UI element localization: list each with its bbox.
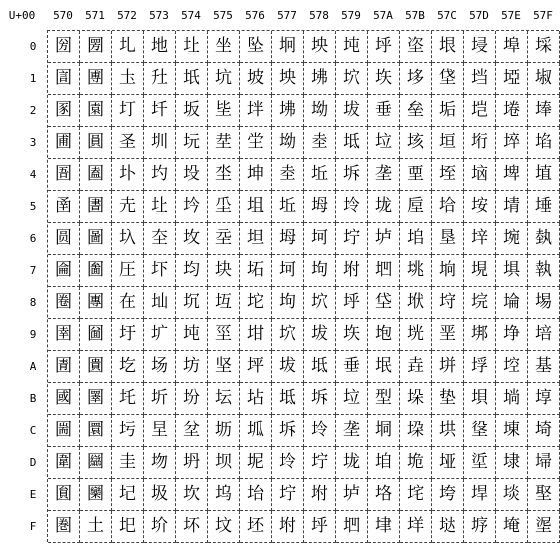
glyph-cell: 坩 [240,319,272,351]
glyph-cell: 坃 [176,127,208,159]
glyph-cell: 垐 [400,31,432,63]
row-header: A [29,360,37,373]
row-header: 9 [29,328,37,341]
glyph-cell: 坼 [336,159,368,191]
glyph-cell: 垧 [432,255,464,287]
glyph-cell: 垯 [432,511,464,543]
glyph-cell: 圑 [80,63,112,95]
glyph-cell: 坳 [304,95,336,127]
glyph-cell: 垎 [368,479,400,511]
glyph-cell: 埪 [496,351,528,383]
glyph-cell: 圔 [80,159,112,191]
glyph-cell: 坤 [240,159,272,191]
glyph-cell: 圲 [144,95,176,127]
glyph-cell: 執 [528,255,560,287]
glyph-cell: 圞 [80,479,112,511]
column-header: 57C [437,9,457,22]
glyph-cell: 坓 [208,127,240,159]
glyph-cell: 圃 [48,127,80,159]
glyph-cell: 坔 [208,159,240,191]
glyph-cell: 在 [112,287,144,319]
glyph-cell: 坺 [336,95,368,127]
glyph-cell: 垕 [400,191,432,223]
glyph-cell: 场 [144,351,176,383]
glyph-cell: 圯 [112,511,144,543]
glyph-cell: 垼 [464,415,496,447]
row-header: 5 [29,200,37,213]
glyph-cell: 垇 [336,511,368,543]
column-header: 573 [149,9,169,22]
glyph-cell: 垣 [432,127,464,159]
glyph-cell: 圦 [112,223,144,255]
glyph-cell: 圽 [144,447,176,479]
glyph-cell: 垱 [464,63,496,95]
glyph-cell: 坑 [208,63,240,95]
glyph-cell: 垌 [368,415,400,447]
glyph-cell: 垵 [464,191,496,223]
glyph-cell: 圂 [48,95,80,127]
glyph-cell: 圶 [144,223,176,255]
glyph-cell: 坋 [176,383,208,415]
glyph-cell: 圜 [80,415,112,447]
glyph-cell: 埦 [496,223,528,255]
glyph-cell: 坷 [304,223,336,255]
glyph-cell: 垦 [432,223,464,255]
column-header: 57E [501,9,521,22]
glyph-cell: 坘 [208,287,240,319]
glyph-cell: 埳 [528,127,560,159]
glyph-cell: 坿 [272,511,304,543]
glyph-cell: 圝 [80,447,112,479]
column-header: 576 [245,9,265,22]
glyph-cell: 垒 [400,95,432,127]
glyph-cell: 垸 [464,287,496,319]
row-header: 1 [29,72,37,85]
glyph-cell: 垻 [464,383,496,415]
glyph-cell: 垪 [432,351,464,383]
glyph-cell: 垖 [400,223,432,255]
column-header: 571 [85,9,105,22]
glyph-cell: 圮 [112,479,144,511]
glyph-cell: 圫 [112,383,144,415]
glyph-cell: 坂 [176,95,208,127]
glyph-cell: 圹 [144,319,176,351]
glyph-cell: 垽 [464,447,496,479]
glyph-cell: 坡 [240,63,272,95]
glyph-cell: 埸 [528,287,560,319]
glyph-cell: 均 [176,255,208,287]
glyph-cell: 垫 [432,383,464,415]
row-header: 8 [29,296,37,309]
glyph-cell: 圉 [48,319,80,351]
glyph-cell: 垘 [400,287,432,319]
glyph-cell: 圈 [48,287,80,319]
glyph-cell: 圻 [144,383,176,415]
glyph-cell: 垨 [432,287,464,319]
glyph-cell: 圵 [176,31,208,63]
row-header: 6 [29,232,37,245]
glyph-cell: 坥 [240,191,272,223]
glyph-cell: 垜 [400,415,432,447]
glyph-cell: 埶 [528,223,560,255]
glyph-cell: 團 [80,287,112,319]
glyph-cell: 埵 [528,191,560,223]
glyph-cell: 坵 [272,191,304,223]
glyph-cell: 坹 [336,63,368,95]
column-header: 577 [277,9,297,22]
glyph-cell: 坽 [336,191,368,223]
column-header: 57B [405,9,425,22]
glyph-cell: 坐 [208,31,240,63]
glyph-cell: 坺 [304,319,336,351]
glyph-cell: 坊 [176,351,208,383]
glyph-cell: 坱 [304,31,336,63]
glyph-cell: 垂 [336,351,368,383]
glyph-cell: 垀 [336,287,368,319]
glyph-cell: 垄 [336,415,368,447]
column-header: 578 [309,9,329,22]
column-header: 57A [373,9,393,22]
glyph-cell: 坳 [272,127,304,159]
glyph-cell: 坎 [176,479,208,511]
glyph-cell: 坣 [240,127,272,159]
glyph-cell: 垚 [400,351,432,383]
glyph-cell: 垓 [400,127,432,159]
glyph-cell: 垩 [432,319,464,351]
glyph-cell: 圕 [80,191,112,223]
column-header: 579 [341,9,361,22]
glyph-cell: 垳 [464,127,496,159]
glyph-cell: 垙 [400,319,432,351]
glyph-cell: 埩 [496,319,528,351]
glyph-cell: 埭 [496,447,528,479]
glyph-cell: 埡 [496,63,528,95]
row-header: F [29,520,37,533]
glyph-cell: 圎 [48,479,80,511]
row-header: B [29,392,37,405]
glyph-cell: 圁 [48,63,80,95]
glyph-cell: 垿 [464,511,496,543]
glyph-cell: 垡 [432,63,464,95]
glyph-cell: 埽 [528,447,560,479]
glyph-cell: 垂 [368,95,400,127]
glyph-cell: 圧 [112,255,144,287]
glyph-cell: 坆 [176,223,208,255]
row-header: 2 [29,104,37,117]
glyph-cell: 垬 [432,415,464,447]
glyph-cell: 埬 [496,415,528,447]
glyph-cell: 坸 [272,287,304,319]
glyph-cell: 坻 [336,127,368,159]
glyph-cell: 垑 [400,63,432,95]
glyph-cell: 垹 [464,319,496,351]
glyph-cell: 坶 [304,191,336,223]
glyph-cell: 坄 [176,159,208,191]
glyph-cell: 垁 [336,319,368,351]
glyph-cell: 垛 [400,383,432,415]
glyph-cell: 垆 [368,223,400,255]
glyph-cell: 坾 [304,447,336,479]
glyph-cell: 垷 [464,255,496,287]
glyph-cell: 坲 [304,63,336,95]
glyph-cell: 坟 [208,511,240,543]
glyph-cell: 垞 [400,479,432,511]
row-header: C [29,424,37,437]
glyph-cell: 圬 [112,415,144,447]
glyph-cell: 地 [144,31,176,63]
glyph-cell: 坶 [272,223,304,255]
glyph-cell: 垭 [432,447,464,479]
column-header: 57F [533,9,553,22]
glyph-cell: 埣 [496,127,528,159]
row-header: 4 [29,168,37,181]
glyph-cell: 埨 [496,287,528,319]
glyph-cell: 垁 [368,63,400,95]
glyph-cell: 垇 [368,255,400,287]
glyph-cell: 坌 [176,415,208,447]
glyph-cell: 垟 [400,511,432,543]
glyph-cell: 坷 [272,255,304,287]
glyph-cell: 埰 [528,31,560,63]
glyph-cell: 埤 [496,159,528,191]
glyph-cell: 圄 [48,159,80,191]
glyph-cell: 圠 [112,31,144,63]
glyph-cell: 坪 [240,351,272,383]
glyph-cell: 坼 [304,383,336,415]
glyph-cell: 圥 [112,191,144,223]
glyph-cell: 土 [80,511,112,543]
glyph-cell: 坈 [176,287,208,319]
glyph-cell: 垍 [368,447,400,479]
glyph-cell: 坯 [240,511,272,543]
glyph-cell: 垗 [400,255,432,287]
glyph-cell: 坻 [304,351,336,383]
glyph-cell: 圚 [80,351,112,383]
glyph-cell: 垅 [336,447,368,479]
glyph-cell: 埻 [528,383,560,415]
glyph-cell: 坉 [176,319,208,351]
glyph-cell: 圪 [112,351,144,383]
glyph-cell: 垃 [336,383,368,415]
glyph-cell: 園 [80,95,112,127]
glyph-cell: 块 [208,255,240,287]
row-header: 0 [29,40,37,53]
glyph-cell: 垮 [432,479,464,511]
glyph-cell: 坲 [272,95,304,127]
glyph-cell: 坰 [272,31,304,63]
glyph-cell: 圗 [80,255,112,287]
glyph-cell: 圸 [144,287,176,319]
glyph-cell: 垃 [368,127,400,159]
glyph-cell: 坞 [208,479,240,511]
glyph-grid [47,30,559,542]
glyph-cell: 垤 [432,159,464,191]
glyph-cell: 垆 [336,479,368,511]
glyph-cell: 坽 [304,415,336,447]
glyph-cell: 圢 [112,95,144,127]
glyph-cell: 坱 [272,63,304,95]
glyph-cell: 坁 [176,63,208,95]
glyph-cell: 坿 [304,479,336,511]
glyph-cell: 坏 [176,511,208,543]
glyph-cell: 圴 [144,159,176,191]
glyph-cell: 坾 [272,479,304,511]
glyph-cell: 坧 [240,255,272,287]
glyph-cell: 坙 [208,319,240,351]
glyph-cell: 垄 [368,159,400,191]
glyph-cell: 垊 [368,351,400,383]
glyph-cell: 圊 [48,351,80,383]
glyph-cell: 坭 [240,447,272,479]
glyph-cell: 垺 [464,351,496,383]
glyph-cell: 坛 [208,383,240,415]
glyph-cell: 坝 [208,447,240,479]
glyph-cell: 坚 [208,351,240,383]
glyph-cell: 埮 [496,479,528,511]
glyph-cell: 圍 [48,447,80,479]
column-header: 57D [469,9,489,22]
glyph-cell: 圷 [144,255,176,287]
glyph-cell: 圳 [144,127,176,159]
glyph-cell: 坽 [272,447,304,479]
glyph-cell: 圩 [112,319,144,351]
glyph-cell: 圇 [48,255,80,287]
glyph-cell: 國 [48,383,80,415]
glyph-cell: 坍 [176,447,208,479]
glyph-cell: 圌 [48,415,80,447]
glyph-cell: 埲 [528,95,560,127]
glyph-cell: 坸 [304,255,336,287]
glyph-cell: 垝 [400,447,432,479]
row-header: D [29,456,37,469]
row-header: 3 [29,136,37,149]
glyph-cell: 垔 [400,159,432,191]
glyph-cell: 坺 [272,351,304,383]
glyph-cell: 圭 [112,447,144,479]
row-header: 7 [29,264,37,277]
glyph-cell: 培 [528,319,560,351]
glyph-cell: 垥 [432,191,464,223]
glyph-cell: 坫 [240,383,272,415]
glyph-cell: 坮 [240,479,272,511]
glyph-cell: 圛 [80,383,112,415]
glyph-cell: 圆 [48,223,80,255]
glyph-cell: 圣 [112,127,144,159]
glyph-cell: 埼 [528,415,560,447]
glyph-cell: 坉 [336,31,368,63]
glyph-cell: 垀 [304,511,336,543]
glyph-cell: 垢 [432,95,464,127]
glyph-cell: 基 [528,351,560,383]
glyph-cell: 坿 [336,255,368,287]
glyph-cell: 埥 [496,191,528,223]
glyph-cell: 埐 [464,31,496,63]
glyph-cell: 埫 [496,383,528,415]
glyph-cell: 埯 [496,511,528,543]
row-header: E [29,488,37,501]
glyph-cell: 垈 [368,287,400,319]
glyph-cell: 坹 [272,319,304,351]
glyph-cell: 型 [368,383,400,415]
column-header: 574 [181,9,201,22]
block-prefix-label: U+00 [8,9,36,22]
glyph-cell: 垶 [464,223,496,255]
glyph-cell: 埠 [496,31,528,63]
glyph-cell: 坬 [240,415,272,447]
glyph-cell: 圤 [112,159,144,191]
glyph-cell: 坢 [240,95,272,127]
glyph-cell: 圼 [144,415,176,447]
glyph-cell: 坵 [304,159,336,191]
column-header: 575 [213,9,233,22]
glyph-cell: 圐 [80,31,112,63]
glyph-cell: 埿 [528,511,560,543]
glyph-cell: 垾 [464,479,496,511]
glyph-cell: 坨 [240,287,272,319]
glyph-cell: 坼 [272,415,304,447]
glyph-cell: 圿 [144,511,176,543]
glyph-cell: 圓 [80,127,112,159]
glyph-cell: 坖 [208,223,240,255]
glyph-cell: 垀 [368,31,400,63]
glyph-cell: 埱 [528,63,560,95]
glyph-cell: 坅 [176,191,208,223]
glyph-cell: 埢 [496,95,528,127]
glyph-cell: 圵 [144,191,176,223]
glyph-cell: 坾 [336,223,368,255]
glyph-cell: 坦 [240,223,272,255]
glyph-cell: 圀 [48,31,80,63]
glyph-cell: 垠 [432,31,464,63]
glyph-cell: 圙 [80,319,112,351]
glyph-cell: 垏 [368,511,400,543]
glyph-cell: 圡 [112,63,144,95]
glyph-cell: 坠 [240,31,272,63]
glyph-cell: 垲 [464,95,496,127]
column-header: 572 [117,9,137,22]
glyph-cell: 坕 [208,191,240,223]
glyph-cell: 垴 [464,159,496,191]
glyph-cell: 坜 [208,415,240,447]
glyph-cell: 埴 [528,159,560,191]
glyph-cell: 圾 [144,479,176,511]
glyph-cell: 垉 [368,319,400,351]
column-header: 570 [53,9,73,22]
glyph-cell: 坒 [208,95,240,127]
glyph-cell: 坴 [304,127,336,159]
glyph-cell: 圅 [48,191,80,223]
glyph-cell: 埧 [496,255,528,287]
glyph-cell: 埾 [528,479,560,511]
glyph-cell: 坻 [272,383,304,415]
glyph-cell: 圱 [144,63,176,95]
glyph-cell: 圖 [80,223,112,255]
glyph-cell: 圏 [48,511,80,543]
glyph-cell: 坴 [272,159,304,191]
glyph-cell: 垅 [368,191,400,223]
glyph-cell: 坹 [304,287,336,319]
